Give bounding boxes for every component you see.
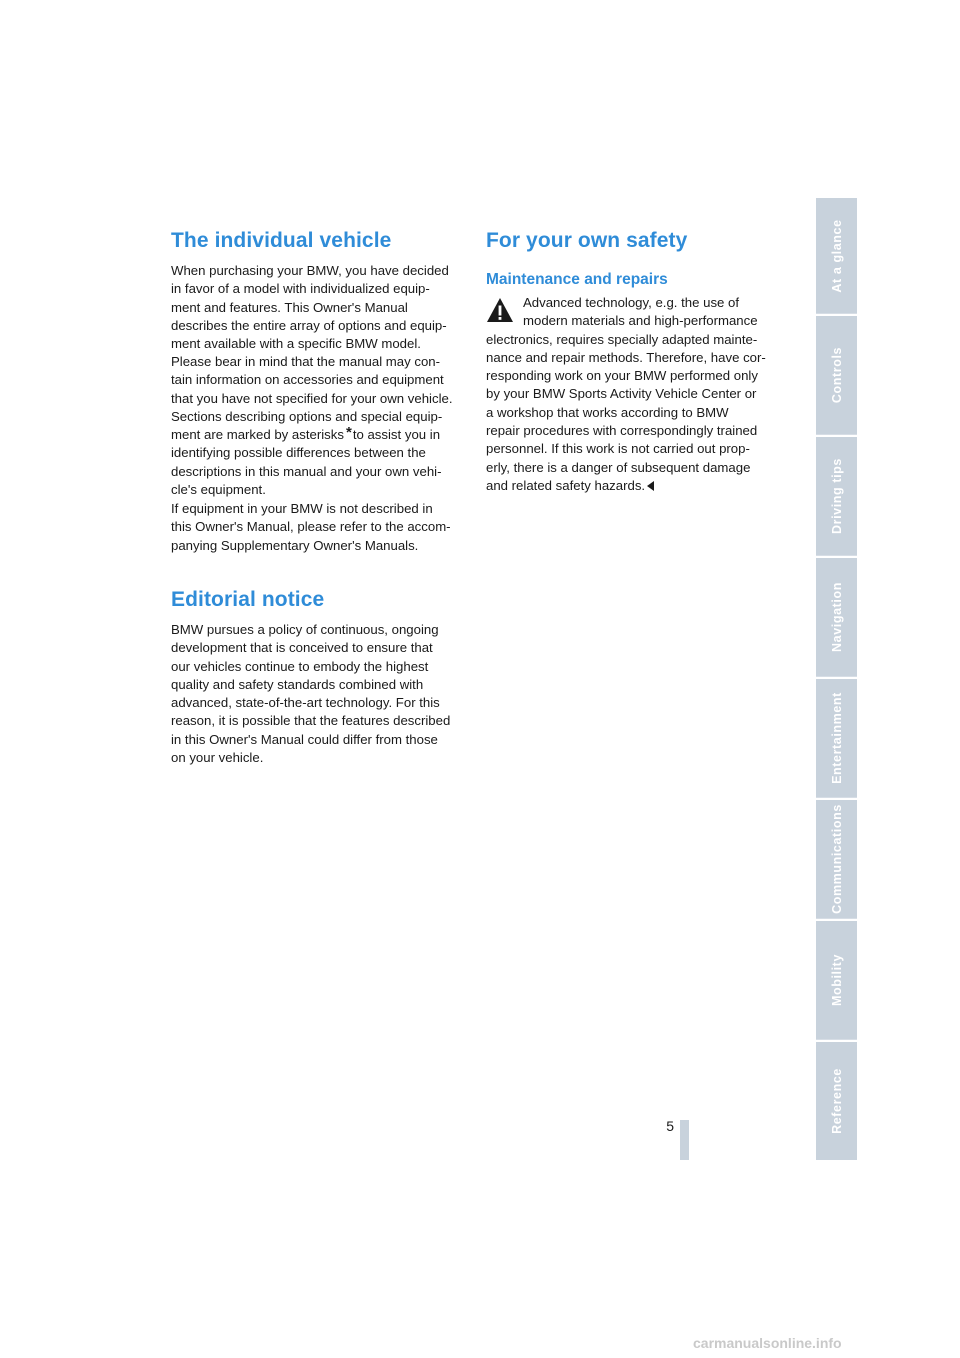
page-number-bar [680, 1120, 689, 1160]
sidebar-tab-driving-tips[interactable]: Driving tips [816, 437, 857, 555]
asterisk-icon: * [345, 424, 352, 442]
paragraph-individual-vehicle-2: Please bear in mind that the manual may con- tain information on accessories and equipment that you have not specified for your own vehicle. Sections describing options and special equip- ment are marked by asterisks *to assist you in identifying possible differences between the descriptions in this manual and your own vehi- cle's equipment. [171, 354, 453, 498]
subheading-maintenance-repairs: Maintenance and repairs [486, 271, 668, 288]
sidebar-tab-communications[interactable]: Communications [816, 800, 857, 918]
end-mark-icon [647, 481, 654, 491]
heading-own-safety: For your own safety [486, 229, 688, 252]
asterisk-line: ment are marked by asterisks *to assist you in [171, 424, 441, 443]
sidebar-tab-reference[interactable]: Reference [816, 1042, 857, 1160]
watermark: carmanualsonline.info [693, 1335, 842, 1351]
page-number: 5 [666, 1118, 674, 1134]
heading-editorial-notice: Editorial notice [171, 588, 325, 611]
last-line: and related safety hazards. [486, 477, 766, 495]
paragraph-individual-vehicle-1: When purchasing your BMW, you have decided in favor of a model with individualized equip- ment and features. This Owner's Manual describes the entire array of options and equip- ment available with a specific BMW model. [171, 263, 449, 352]
paragraph-individual-vehicle-3: If equipment in your BMW is not described in this Owner's Manual, please refer to the accom- panying Supplementary Owner's Manuals. [171, 501, 451, 553]
section-sidebar [816, 198, 857, 1160]
paragraph-editorial-notice: BMW pursues a policy of continuous, ongoing development that is conceived to ensure that our vehicles continue to embody the highest quality and safety standards combined with advanced, state-of-the-art technology. For this reason, it is possible that the features described in this Owner's Manual could differ from those on your vehicle. [171, 622, 451, 766]
sidebar-tab-mobility[interactable]: Mobility [816, 921, 857, 1039]
sidebar-tab-entertainment[interactable]: Entertainment [816, 679, 857, 797]
paragraph-maintenance-repairs: Advanced technology, e.g. the use of modern materials and high-performance electronics, requires specially adapted mainte- nance and repair methods. Therefore, have cor- responding work on your BMW performed only by your BMW Sports Activity Vehicle Center or a workshop that works according to BMW repair procedures with correspondingly trained personnel. If this work is not carried out prop- erly, there is a danger of subsequent damage and related safety hazards. [486, 294, 766, 495]
sidebar-tab-at-a-glance[interactable]: At a glance [816, 198, 857, 313]
sidebar-tab-navigation[interactable]: Navigation [816, 558, 857, 676]
heading-individual-vehicle: The individual vehicle [171, 229, 392, 252]
sidebar-tab-controls[interactable]: Controls [816, 316, 857, 434]
